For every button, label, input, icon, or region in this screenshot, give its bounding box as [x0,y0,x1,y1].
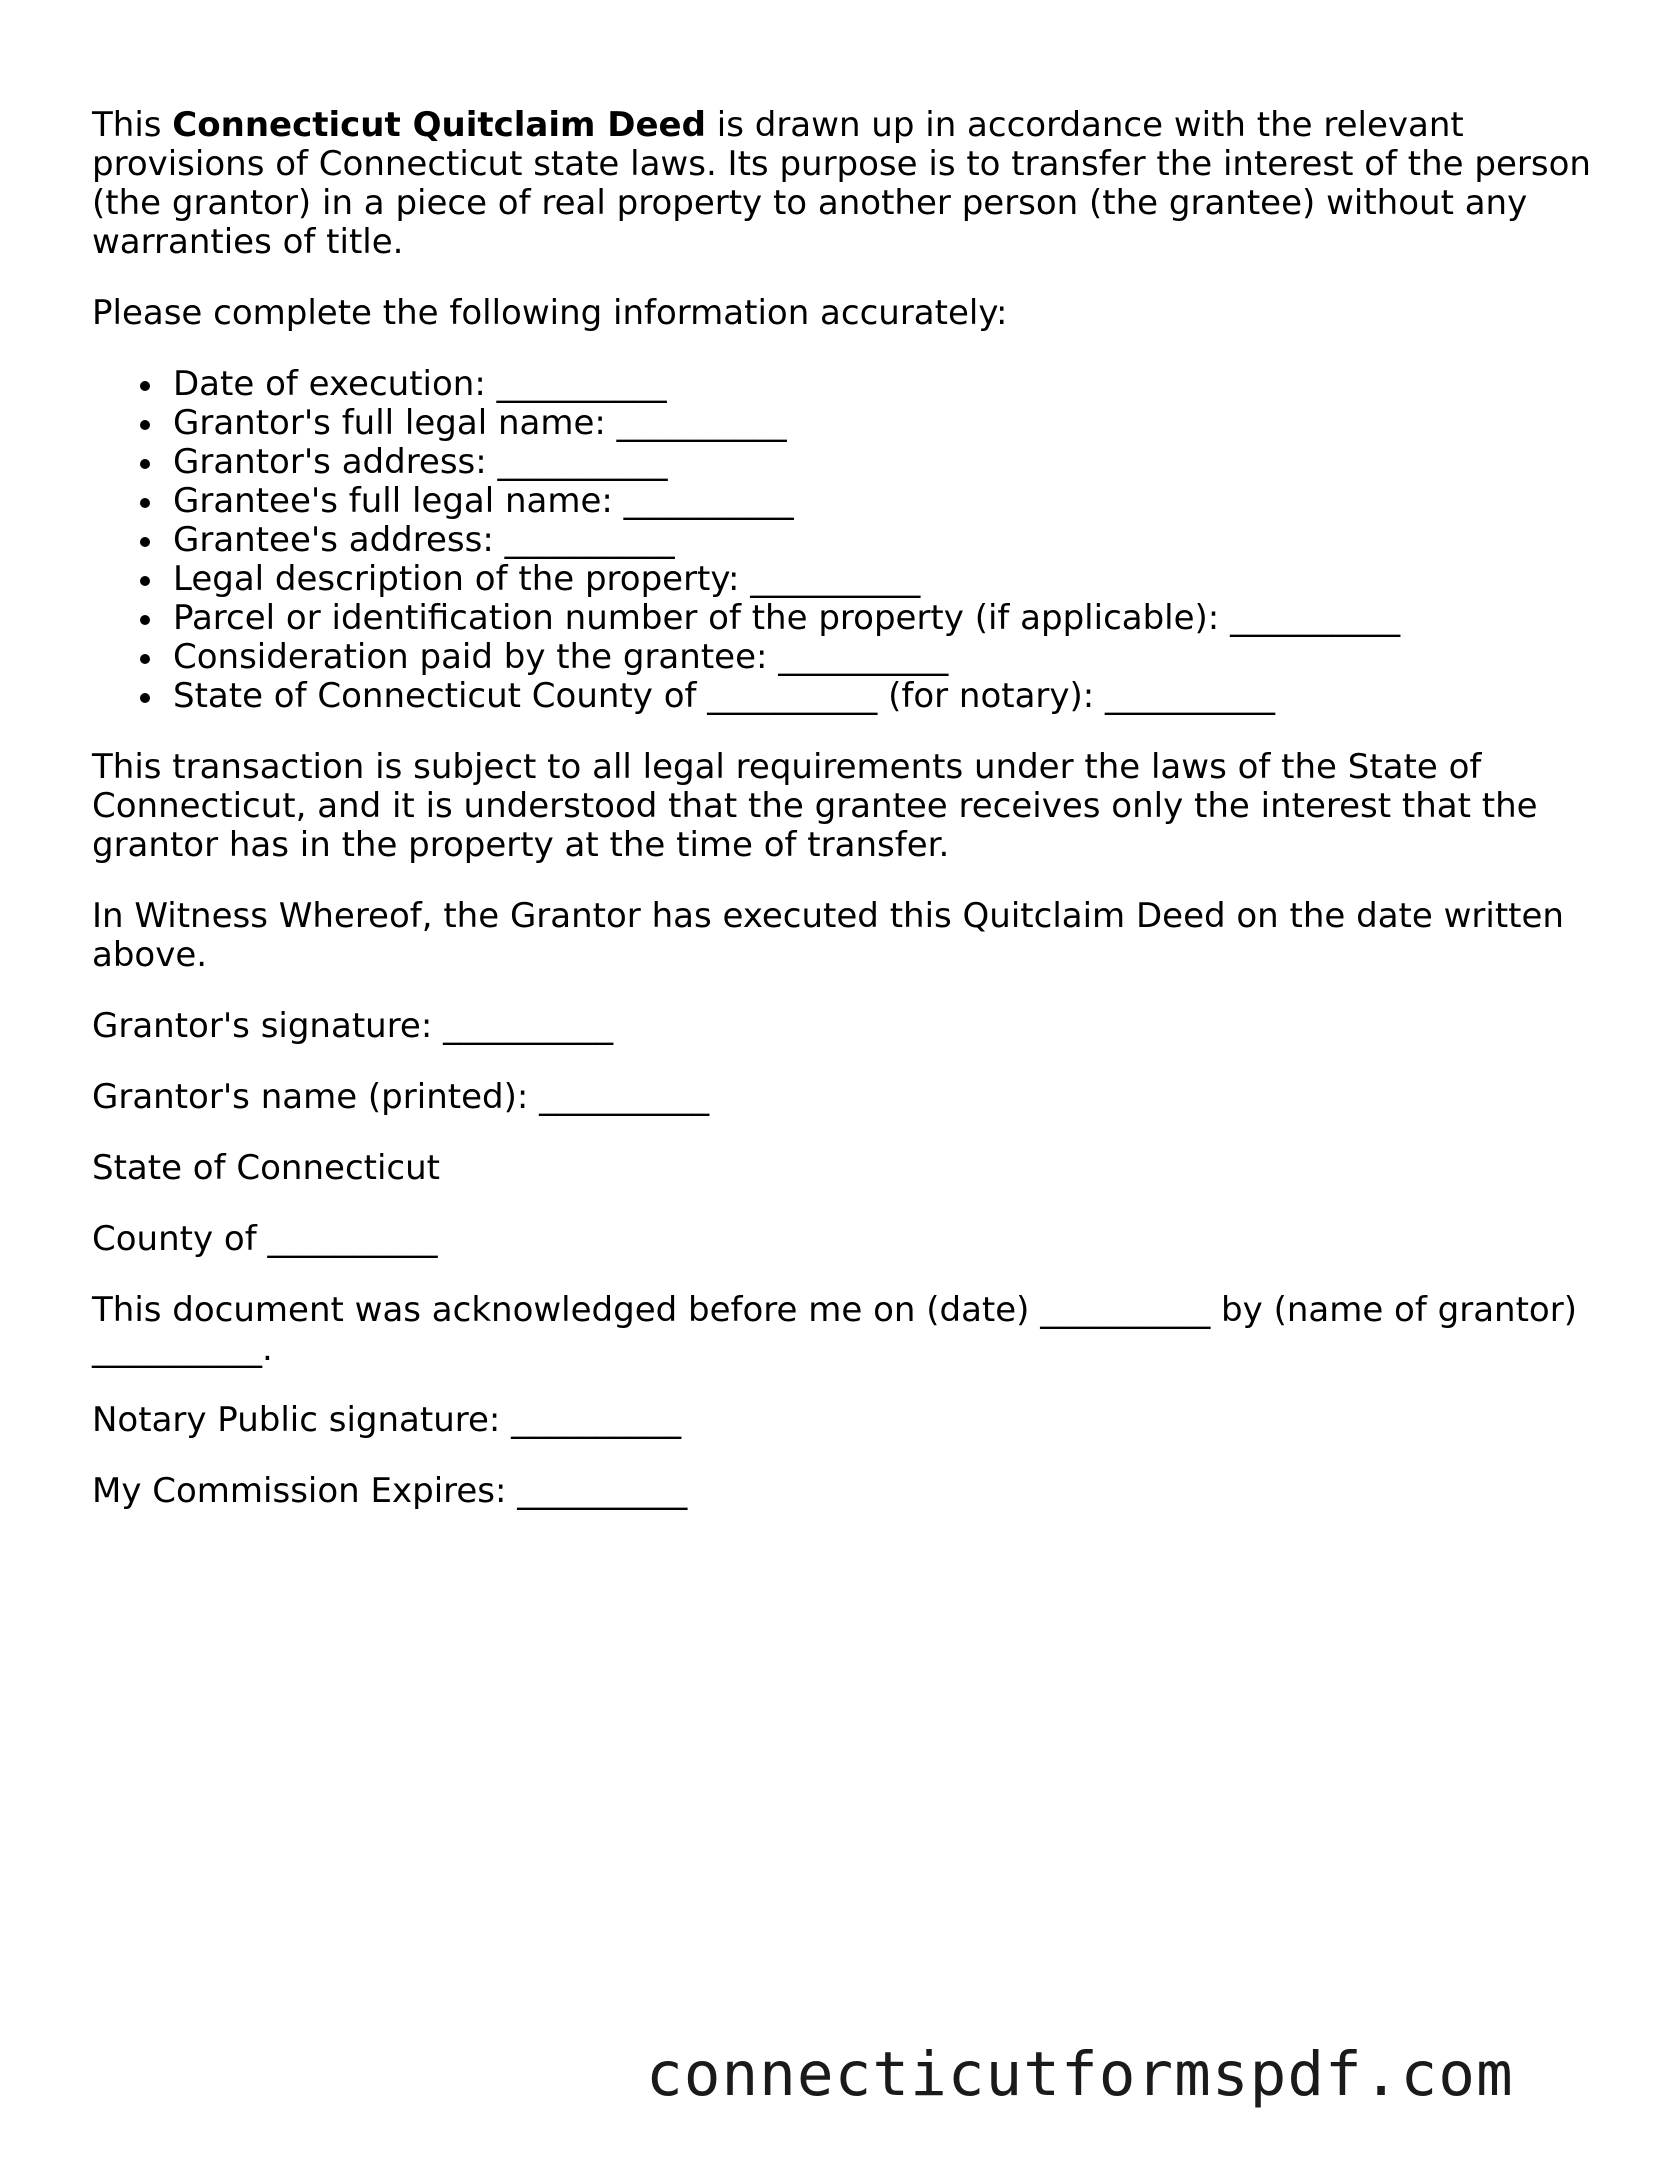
list-item: Legal description of the property: __________ [92,560,1592,599]
notary-state: State of Connecticut [92,1148,440,1188]
intro-paragraph [92,106,1592,262]
transaction-note: This transaction is subject to all legal requirements under the laws of the State of Connecticut, and it is understood that the grantee receives only the interest that the grantor has in the property at the time of transfer. [92,747,1538,865]
grantor-name-line: Grantor's name (printed): __________ [92,1077,710,1117]
notary-acknowledgment: This document was acknowledged before me on (date) __________ by (name of grantor) __________. [92,1290,1577,1369]
list-item: Grantee's full legal name: __________ [92,482,1592,521]
grantor-signature-line: Grantor's signature: __________ [92,1006,614,1046]
intro-prefix: This [92,105,173,145]
witness-statement: In Witness Whereof, the Grantor has executed this Quitclaim Deed on the date written above. [92,896,1564,975]
site-watermark: connecticutformspdf.com [646,2039,1514,2110]
field-list [92,365,1592,716]
document-title: Connecticut Quitclaim Deed [172,105,706,145]
list-item: Grantor's address: __________ [92,443,1592,482]
notary-county: County of __________ [92,1219,438,1259]
instructions-text: Please complete the following information accurately: [92,293,1008,333]
document-body [92,106,1592,1543]
list-item: Consideration paid by the grantee: __________ [92,638,1592,677]
commission-expires-line: My Commission Expires: __________ [92,1471,688,1511]
list-item: Parcel or identification number of the property (if applicable): __________ [92,599,1592,638]
intro-suffix: is drawn up in accordance with the relevant provisions of Connecticut state laws. Its purpose is to transfer the interest of the person (the grantor) in a piece of real property to another person (the grantee) without any warranties of title. [92,105,1591,262]
notary-signature-line: Notary Public signature: __________ [92,1400,682,1440]
list-item: Date of execution: __________ [92,365,1592,404]
list-item: Grantee's address: __________ [92,521,1592,560]
list-item: State of Connecticut County of __________ (for notary): __________ [92,677,1592,716]
list-item: Grantor's full legal name: __________ [92,404,1592,443]
